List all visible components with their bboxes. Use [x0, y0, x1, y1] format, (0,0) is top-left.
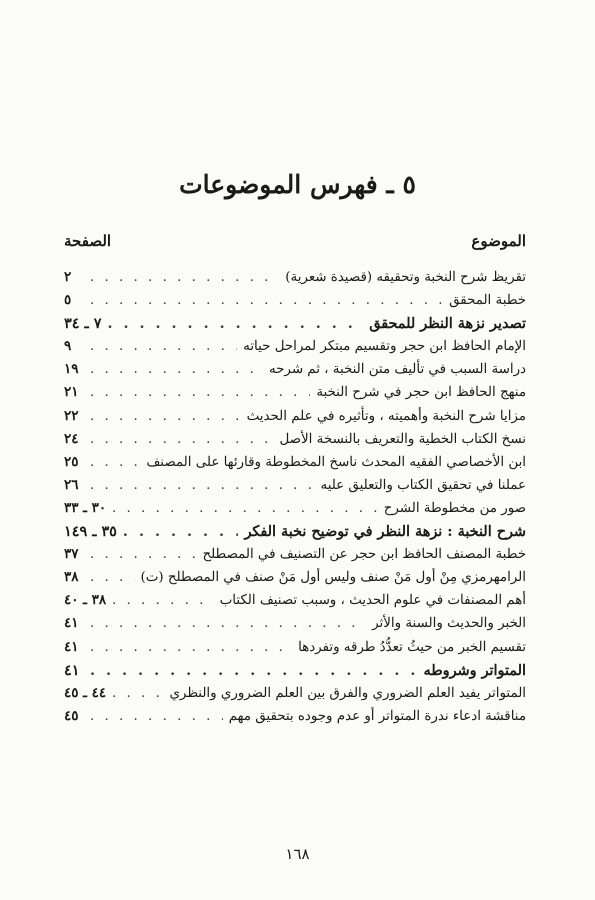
toc-entry-page: ٤١ [64, 638, 79, 655]
toc-entry [64, 428, 526, 451]
dot-leader [90, 428, 274, 451]
toc-entry-title: مناقشة ادعاء ندرة المتواتر أو عدم وجوده بتحقيق مهم [228, 708, 526, 724]
toc-entry [64, 682, 526, 705]
toc-entry-title: المتواتر وشروطه [423, 661, 526, 679]
dot-leader [112, 682, 163, 705]
toc-entry [64, 405, 526, 428]
dot-leader [123, 520, 239, 543]
toc-entry [64, 312, 526, 335]
toc-entry-title: تصدير نزهة النظر للمحقق [369, 315, 526, 333]
column-headers [64, 232, 526, 256]
dot-leader [107, 312, 363, 335]
dot-leader [90, 566, 135, 589]
toc-entry-title: ابن الأخصاصي الفقيه المحدث ناسخ المخطوطة وقارئها على المصنف [146, 454, 526, 470]
toc-entry-page: ٤٤ ـ ٤٥ [64, 684, 107, 701]
dot-leader [90, 543, 196, 566]
dot-leader [112, 497, 378, 520]
toc-entry [64, 358, 526, 381]
toc-entry-title: دراسة السبب في تأليف متن النخبة ، ثم شرحه [268, 362, 526, 378]
toc-entry [64, 520, 526, 543]
toc-entry [64, 659, 526, 682]
toc-entry-title: الرامهرمزي مِنْ أول مَنْ صنف وليس أول مَنْ صنف في المصطلح (ت) [140, 570, 526, 586]
toc-entry [64, 497, 526, 520]
toc-entry-title: صور من مخطوطة الشرح [383, 500, 526, 516]
dot-leader [90, 474, 315, 497]
dot-leader [90, 659, 418, 682]
toc-entry-page: ٣٥ ـ ١٤٩ [64, 523, 117, 541]
toc-entry-page: ٢٦ [64, 476, 79, 493]
toc-entry [64, 636, 526, 659]
toc-entry-title: المتواتر يفيد العلم الضروري والفرق بين العلم الضروري والنظري [169, 685, 526, 701]
toc-entry-page: ٣٨ ـ ٤٠ [64, 592, 107, 609]
dot-leader [112, 589, 214, 612]
toc-entry-page: ٤١ [64, 615, 79, 632]
dot-leader [90, 381, 310, 404]
toc-entry-title: تقريظ شرح النخبة وتحقيقه (قصيدة شعرية) [285, 270, 526, 285]
toc-entry-page: ٢١ [64, 384, 79, 401]
toc-entry [64, 289, 526, 312]
dot-leader [90, 405, 241, 428]
toc-entry-page: ٢٥ [64, 453, 79, 470]
toc-entry-title: تقسيم الخبر من حيثُ تعدُّدُ طرقه وتفردها [298, 639, 526, 655]
toc-entry-title: شرح النخبة : نزهة النظر في توضيح نخبة الفكر [244, 523, 526, 541]
toc-entry [64, 566, 526, 589]
toc-entry-page: ٢٤ [64, 430, 79, 447]
dot-leader [90, 636, 292, 659]
dot-leader [90, 266, 279, 289]
toc-entry-page: ٤٥ [64, 707, 79, 724]
toc-entry-title: منهج الحافظ ابن حجر في شرح النخبة [316, 385, 526, 401]
toc-entry-page: ٢ [64, 269, 72, 285]
toc-entry-page: ٤١ [64, 661, 80, 679]
toc-entry [64, 705, 526, 728]
toc-entry [64, 381, 526, 404]
toc-entry [64, 612, 526, 635]
toc-entry-page: ٢٢ [64, 407, 79, 424]
dot-leader [90, 451, 140, 474]
toc-entry-page: ٣٠ ـ ٣٣ [64, 499, 107, 516]
page-number: ١٦٨ [285, 845, 310, 863]
toc-entry-page: ٣٨ [64, 569, 79, 586]
toc-entry [64, 589, 526, 612]
toc-entry [64, 266, 526, 289]
toc-entry-page: ٩ [64, 338, 72, 355]
toc-entry [64, 474, 526, 497]
page-title: ٥ ـ فهرس الموضوعات [179, 170, 416, 199]
dot-leader [90, 335, 237, 358]
toc-entry-page: ١٩ [64, 361, 79, 378]
toc-entry-title: مزايا شرح النخبة وأهميته ، وتأثيره في علم الحديث [246, 408, 526, 424]
table-of-contents [64, 266, 526, 728]
toc-entry-title: نسخ الكتاب الخطية والتعريف بالنسخة الأصل [279, 431, 526, 447]
dot-leader [90, 289, 443, 312]
toc-entry-page: ٧ ـ ٣٤ [64, 315, 102, 333]
toc-entry-title: الإمام الحافظ ابن حجر وتقسيم مبتكر لمراحل حياته [243, 339, 526, 355]
topic-column-header: الموضوع [471, 232, 526, 250]
dot-leader [90, 705, 223, 728]
dot-leader [90, 612, 366, 635]
toc-entry [64, 543, 526, 566]
dot-leader [90, 358, 263, 381]
toc-entry [64, 451, 526, 474]
toc-entry-page: ٣٧ [64, 546, 79, 563]
toc-entry-title: الخبر والحديث والسنة والأثر [372, 616, 526, 632]
toc-entry-title: عملنا في تحقيق الكتاب والتعليق عليه [320, 477, 526, 493]
toc-entry-title: خطبة المصنف الحافظ ابن حجر عن التصنيف في المصطلح [202, 547, 526, 563]
toc-entry [64, 335, 526, 358]
toc-entry-title: خطبة المحقق [449, 293, 526, 309]
toc-entry-page: ٥ [64, 292, 72, 309]
page-column-header: الصفحة [64, 232, 112, 250]
toc-entry-title: أهم المصنفات في علوم الحديث ، وسبب تصنيف الكتاب [219, 593, 526, 609]
